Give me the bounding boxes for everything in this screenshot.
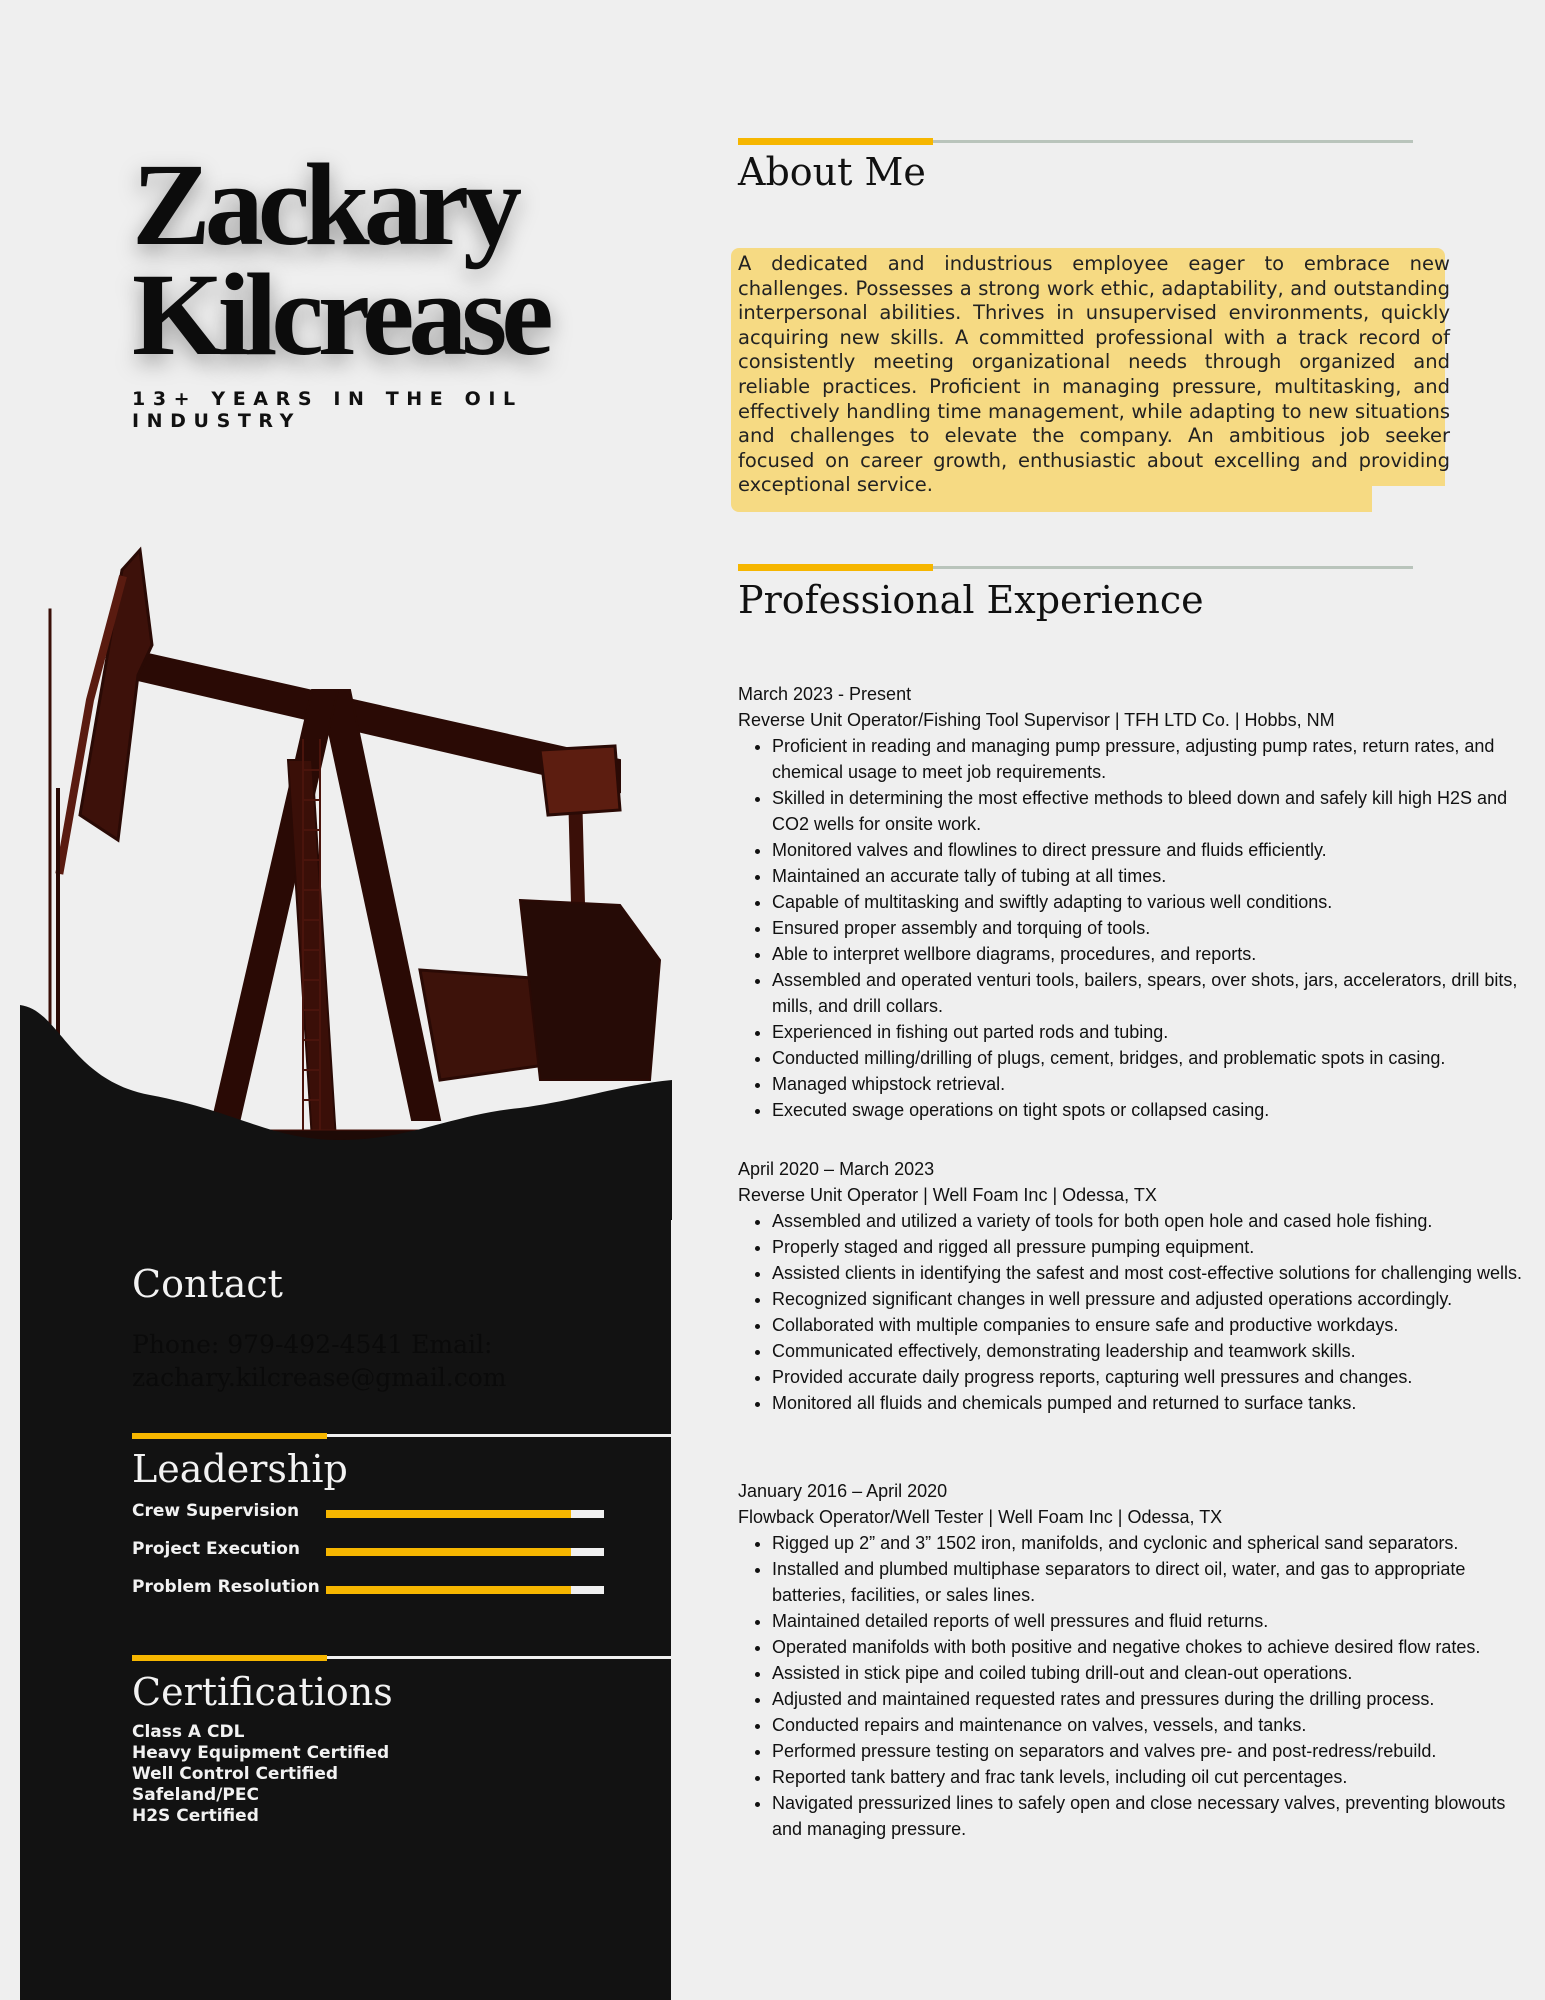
skill-problem-resolution <box>132 1577 612 1603</box>
job-bullet: • Navigated pressurized lines to safely open and close necessary valves, preventing blowouts and managing pressure. <box>772 1790 1528 1842</box>
job-bullet: • Maintained an accurate tally of tubing at all times. <box>772 863 1528 889</box>
job-entry <box>738 681 1528 1123</box>
job-bullet: • Installed and plumbed multiphase separators to direct oil, water, and gas to appropriate batteries, facilities, or sales lines. <box>772 1556 1528 1608</box>
certifications-title: Certifications <box>132 1670 393 1714</box>
first-name: Zackary <box>132 139 517 270</box>
job-bullet: • Skilled in determining the most effective methods to bleed down and safely kill high H2S and CO2 wells for onsite work. <box>772 785 1528 837</box>
job-bullet: • Ensured proper assembly and torquing of tools. <box>772 915 1528 941</box>
job-bullet: • Executed swage operations on tight spots or collapsed casing. <box>772 1097 1528 1123</box>
skill-bar-fill <box>326 1548 571 1556</box>
job-bullet: • Monitored valves and flowlines to direct pressure and fluids efficiently. <box>772 837 1528 863</box>
job-bullet: • Properly staged and rigged all pressure pumping equipment. <box>772 1234 1528 1260</box>
job-role: Flowback Operator/Well Tester | Well Foam Inc | Odessa, TX <box>738 1507 1223 1527</box>
job-bullet: • Collaborated with multiple companies to ensure safe and productive workdays. <box>772 1312 1528 1338</box>
job-role: Reverse Unit Operator/Fishing Tool Supervisor | TFH LTD Co. | Hobbs, NM <box>738 710 1335 730</box>
job-bullets <box>738 733 1528 1123</box>
tagline: 13+ YEARS IN THE OIL INDUSTRY <box>132 388 523 432</box>
contact-title: Contact <box>132 1262 283 1306</box>
skill-label: Project Execution <box>132 1539 301 1559</box>
cert-item: Well Control Certified <box>132 1764 339 1784</box>
skill-project-execution <box>132 1539 612 1565</box>
job-bullet: • Capable of multitasking and swiftly adapting to various well conditions. <box>772 889 1528 915</box>
job-dates: April 2020 – March 2023 <box>738 1159 935 1179</box>
certifications-list <box>132 1722 389 1827</box>
job-entry <box>738 1156 1528 1416</box>
about-text: A dedicated and industrious employee eager to embrace new challenges. Possesses a strong work ethic, adaptability, and outstanding interpersonal abilities. Thrives in unsupervised environments, quickly acquiring new skills. A committed professional with a track record of consistently meeting organizational needs through organized and reliable practices. Proficient in managing pressure, multitasking, and effectively handling time management, while adapting to new situations and challenges to elevate the company. An ambitious job seeker focused on career growth, enthusiastic about excelling and providing exceptional service. <box>738 252 1450 497</box>
certifications-divider <box>132 1656 671 1659</box>
job-bullet: • Recognized significant changes in well pressure and adjusted operations accordingly. <box>772 1286 1528 1312</box>
job-bullet: • Performed pressure testing on separators and valves pre- and post-redress/rebuild. <box>772 1738 1528 1764</box>
job-bullet: • Communicated effectively, demonstrating leadership and teamwork skills. <box>772 1338 1528 1364</box>
cert-item: Heavy Equipment Certified <box>132 1743 390 1763</box>
job-dates: March 2023 - Present <box>738 684 912 704</box>
candidate-name <box>132 139 692 380</box>
cert-item: H2S Certified <box>132 1806 259 1826</box>
skill-bar-fill <box>326 1510 571 1518</box>
job-bullet: • Assembled and operated venturi tools, bailers, spears, over shots, jars, accelerators, drill bits, mills, and drill collars. <box>772 967 1528 1019</box>
skill-bar <box>326 1586 604 1594</box>
contact-info: Phone: 979-492-4541 Email: zachary.kilcrease@gmail.com <box>132 1330 507 1392</box>
skill-label: Crew Supervision <box>132 1501 300 1521</box>
job-bullet: • Assembled and utilized a variety of tools for both open hole and cased hole fishing. <box>772 1208 1528 1234</box>
job-bullets <box>738 1530 1528 1842</box>
job-bullet: • Proficient in reading and managing pump pressure, adjusting pump rates, return rates, and chemical usage to meet job requirements. <box>772 733 1528 785</box>
skill-label: Problem Resolution <box>132 1577 320 1597</box>
job-bullet: • Experienced in fishing out parted rods and tubing. <box>772 1019 1528 1045</box>
job-bullet: • Managed whipstock retrieval. <box>772 1071 1528 1097</box>
skill-bar <box>326 1510 604 1518</box>
job-bullet: • Able to interpret wellbore diagrams, procedures, and reports. <box>772 941 1528 967</box>
job-bullet: • Reported tank battery and frac tank levels, including oil cut percentages. <box>772 1764 1528 1790</box>
job-bullets <box>738 1208 1528 1416</box>
cert-item: Safeland/PEC <box>132 1785 259 1805</box>
leadership-divider <box>132 1434 671 1437</box>
experience-divider <box>738 566 1413 569</box>
leadership-title: Leadership <box>132 1447 348 1491</box>
last-name: Kilcrease <box>132 249 548 380</box>
oil-pumpjack-icon <box>20 540 672 1220</box>
experience-title: Professional Experience <box>738 578 1204 622</box>
job-role: Reverse Unit Operator | Well Foam Inc | Odessa, TX <box>738 1185 1157 1205</box>
job-bullet: • Assisted in stick pipe and coiled tubing drill-out and clean-out operations. <box>772 1660 1528 1686</box>
job-bullet: • Conducted milling/drilling of plugs, cement, bridges, and problematic spots in casing. <box>772 1045 1528 1071</box>
skill-bar <box>326 1548 604 1556</box>
job-bullet: • Provided accurate daily progress reports, capturing well pressures and changes. <box>772 1364 1528 1390</box>
job-bullet: • Monitored all fluids and chemicals pumped and returned to surface tanks. <box>772 1390 1528 1416</box>
job-bullet: • Conducted repairs and maintenance on valves, vessels, and tanks. <box>772 1712 1528 1738</box>
cert-item: Class A CDL <box>132 1722 245 1742</box>
job-bullet: • Maintained detailed reports of well pressures and fluid returns. <box>772 1608 1528 1634</box>
about-title: About Me <box>738 150 926 194</box>
job-bullet: • Rigged up 2” and 3” 1502 iron, manifolds, and cyclonic and spherical sand separators. <box>772 1530 1528 1556</box>
job-bullet: • Adjusted and maintained requested rates and pressures during the drilling process. <box>772 1686 1528 1712</box>
job-dates: January 2016 – April 2020 <box>738 1481 948 1501</box>
skill-crew-supervision <box>132 1501 612 1527</box>
skill-bar-fill <box>326 1586 571 1594</box>
job-bullet: • Operated manifolds with both positive and negative chokes to achieve desired flow rates. <box>772 1634 1528 1660</box>
job-entry <box>738 1478 1528 1842</box>
job-bullet: • Assisted clients in identifying the safest and most cost-effective solutions for challenging wells. <box>772 1260 1528 1286</box>
name-header <box>132 139 692 432</box>
about-divider <box>738 140 1413 143</box>
